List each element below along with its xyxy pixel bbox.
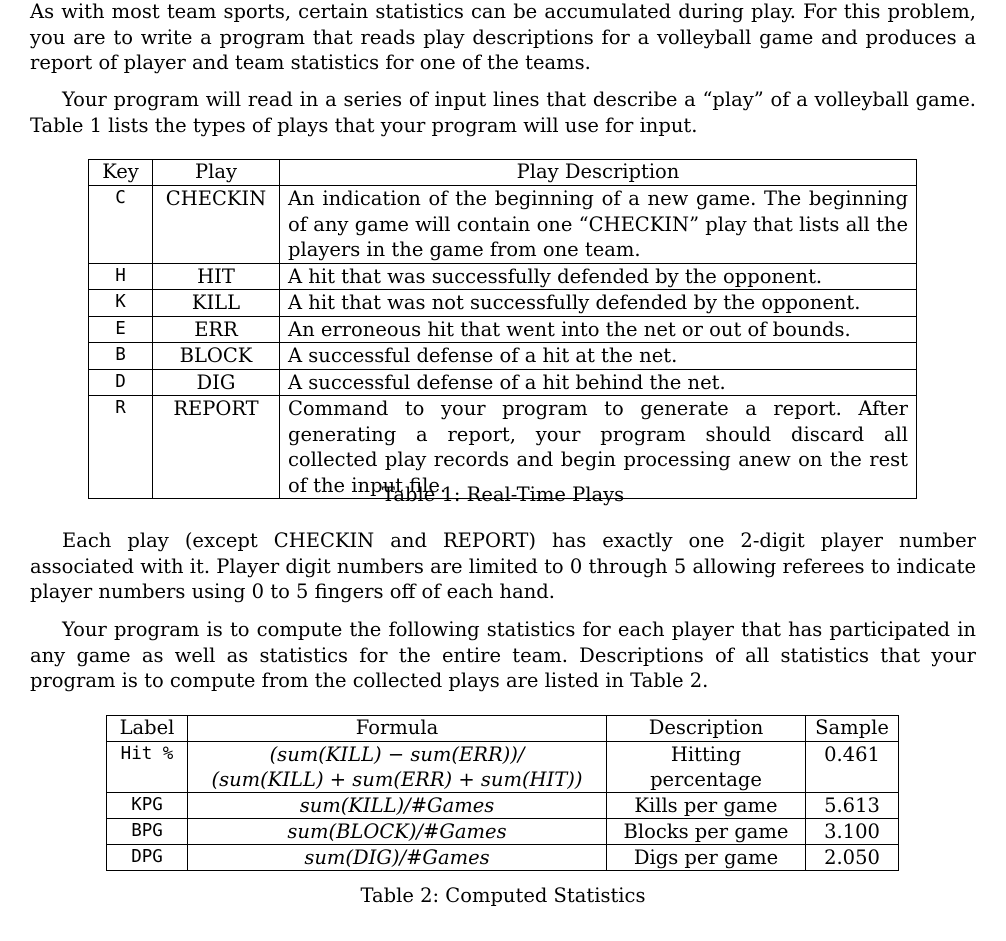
play-name: BLOCK: [153, 343, 280, 370]
play-description: Command to your program to generate a report. After generating a report, your program should discard all collected play records and begin processing anew on the rest of the input file.: [280, 396, 917, 499]
play-name: HIT: [153, 263, 280, 290]
player-number-paragraph: Each play (except CHECKIN and REPORT) has exactly one 2-digit player number associated with it. Player digit numbers are limited to 0 through 5 allowing referees to indicate player numbers using 0 to 5 fingers off of each hand.: [30, 529, 976, 603]
table2-caption: Table 2: Computed Statistics: [360, 884, 646, 907]
table-header-row: [107, 716, 899, 742]
table-row: [107, 793, 899, 819]
table-row: [89, 263, 917, 290]
statistics-table: [106, 715, 899, 871]
play-name: ERR: [153, 316, 280, 343]
play-name: CHECKIN: [153, 186, 280, 264]
plays-table: [88, 159, 917, 499]
table-row: [89, 186, 917, 264]
stat-label: BPG: [107, 819, 188, 845]
table-row: [89, 290, 917, 317]
stat-description: Hitting percentage: [607, 742, 806, 793]
table-row: [89, 369, 917, 396]
table-row: [89, 316, 917, 343]
play-key: D: [89, 369, 153, 396]
stat-formula: [188, 742, 607, 793]
stat-formula: sum(KILL)/#Games: [188, 793, 607, 819]
stat-sample: 3.100: [806, 819, 899, 845]
play-key: H: [89, 263, 153, 290]
stat-formula: sum(DIG)/#Games: [188, 845, 607, 871]
play-description: A hit that was not successfully defended by the opponent.: [280, 290, 917, 317]
play-key: C: [89, 186, 153, 264]
stat-label: Hit %: [107, 742, 188, 793]
header-description: Play Description: [280, 160, 917, 186]
stat-sample: 2.050: [806, 845, 899, 871]
input-paragraph: Your program will read in a series of input lines that describe a “play” of a volleyball game. Table 1 lists the types of plays that your program will use for input.: [30, 88, 976, 137]
formula-line: (sum(KILL) + sum(ERR) + sum(HIT)): [211, 768, 583, 791]
stat-label: DPG: [107, 845, 188, 871]
play-description: A successful defense of a hit at the net.: [280, 343, 917, 370]
play-key: E: [89, 316, 153, 343]
header-formula: Formula: [188, 716, 607, 742]
header-key: Key: [89, 160, 153, 186]
play-description: A successful defense of a hit behind the net.: [280, 369, 917, 396]
stat-description: Digs per game: [607, 845, 806, 871]
stat-formula: sum(BLOCK)/#Games: [188, 819, 607, 845]
play-description: An indication of the beginning of a new game. The beginning of any game will contain one “CHECKIN” play that lists all the players in the game from one team.: [280, 186, 917, 264]
table1-caption: Table 1: Real-Time Plays: [381, 483, 625, 506]
play-name: DIG: [153, 369, 280, 396]
table-header-row: [89, 160, 917, 186]
header-play: Play: [153, 160, 280, 186]
table-row: [107, 819, 899, 845]
header-description: Description: [607, 716, 806, 742]
play-description: A hit that was successfully defended by the opponent.: [280, 263, 917, 290]
play-name: KILL: [153, 290, 280, 317]
table-row: [89, 343, 917, 370]
table-row: [107, 742, 899, 793]
stat-description: Blocks per game: [607, 819, 806, 845]
stat-sample: 0.461: [806, 742, 899, 793]
play-key: B: [89, 343, 153, 370]
intro-paragraph: As with most team sports, certain statistics can be accumulated during play. For this problem, you are to write a program that reads play descriptions for a volleyball game and produces a report of player and team statistics for one of the teams.: [30, 0, 976, 74]
header-label: Label: [107, 716, 188, 742]
header-sample: Sample: [806, 716, 899, 742]
statistics-paragraph: Your program is to compute the following statistics for each player that has participated in any game as well as statistics for the entire team. Descriptions of all statistics that your program is to compute from the collected plays are listed in Table 2.: [30, 618, 976, 692]
stat-sample: 5.613: [806, 793, 899, 819]
stat-label: KPG: [107, 793, 188, 819]
table-row: [107, 845, 899, 871]
play-name: REPORT: [153, 396, 280, 499]
play-key: R: [89, 396, 153, 499]
formula-line: (sum(KILL) − sum(ERR))/: [269, 743, 525, 766]
play-key: K: [89, 290, 153, 317]
play-description: An erroneous hit that went into the net or out of bounds.: [280, 316, 917, 343]
stat-description: Kills per game: [607, 793, 806, 819]
